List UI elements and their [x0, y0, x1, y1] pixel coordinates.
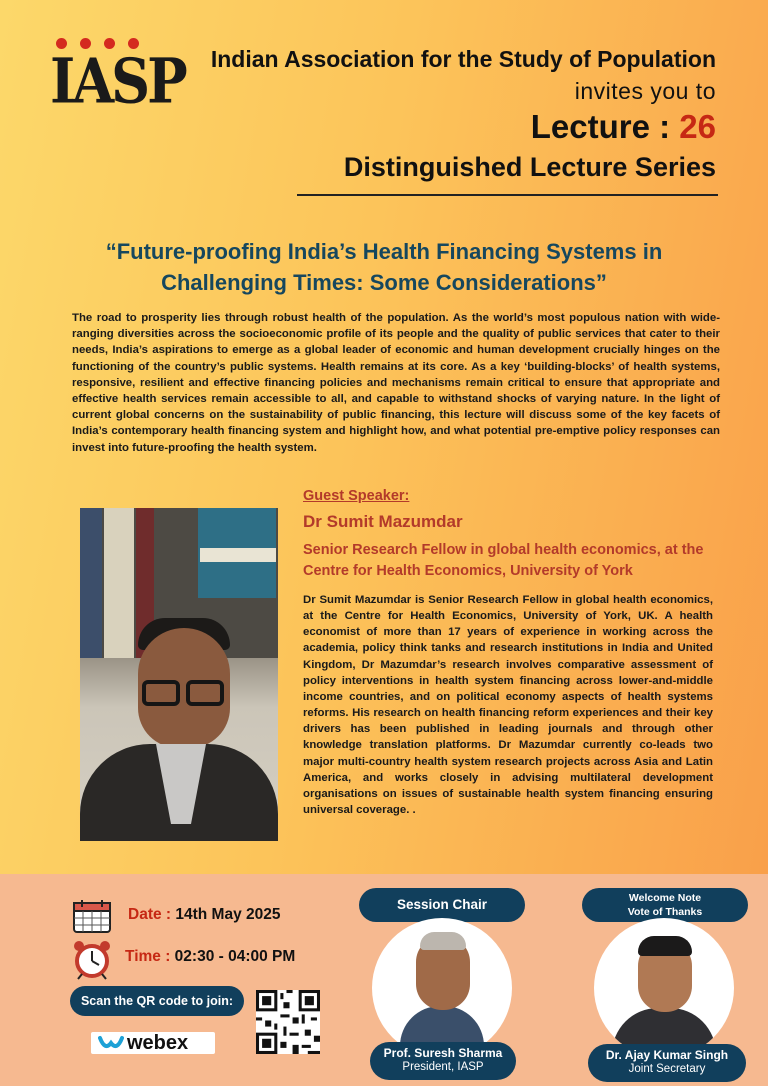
guest-speaker-label: Guest Speaker:	[303, 488, 410, 504]
speaker-name: Dr Sumit Mazumdar	[303, 512, 463, 531]
chair-photo	[372, 918, 512, 1058]
alarm-clock-icon	[70, 938, 114, 980]
session-chair-label: Session Chair	[359, 888, 525, 922]
speaker-bio: Dr Sumit Mazumdar is Senior Research Fellow in global health economics, at the Centre for Health Economics, University of York, UK. A health economist of more than 17 years of experience in working across the academia, policy think tanks and research institutions in India and United Kingdom, Dr Mazumdar’s research involves comparative assessment of policy interventions in health system financing across lower-and-middle income countries, and on political economy aspects of health systems reforms. His research on health financing reform experiences and their key drivers has been published in leading journals and through other knowledge translation platforms. Dr Mazumdar currently co-leads two major multi-country health system research projects across Asia and Latin America, and works closely in advising multilateral development organisations on issues of sustainable health system financing ensuring universal coverage. .	[303, 594, 713, 817]
qr-code[interactable]	[256, 990, 320, 1054]
lecture-number: Lecture : 26	[530, 108, 716, 145]
chair-name-badge: Prof. Suresh Sharma President, IASP	[370, 1042, 516, 1080]
event-date: Date : 14th May 2025	[128, 906, 281, 923]
invites-text: invites you to	[574, 78, 716, 104]
speaker-photo	[80, 508, 278, 841]
calendar-icon	[72, 898, 112, 934]
webex-icon	[98, 1035, 124, 1051]
lecture-title: “Future-proofing India’s Health Financing Systems in Challenging Times: Some Considerations”	[105, 239, 663, 295]
event-time: Time : 02:30 - 04:00 PM	[125, 948, 296, 965]
scan-qr-label: Scan the QR code to join:	[70, 986, 244, 1016]
lecture-abstract: The road to prosperity lies through robust health of the population. As the world’s most populous nation with wide-ranging diversities across the socioeconomic profile of its people and the quality of public services that cater to their needs, India’s aspirations to emerge as a global leader of economic and human development crucially hinges on the functioning of the country’s public systems. Health remains at its core. As a key ‘building-blocks’ of health systems, responsive, resilient and effective financing policies and mechanisms remain critical to ensure that appropriate and effective health services remain accessible to all, and capable to withstand shocks of varying nature. In the light of current global concerns on the sustainability of public financing, this lecture will discuss some of the key facets of India’s contemporary health financing system and highlight how, and what potential pre-emptive policy responses can invest into future-proofing the health system.	[72, 312, 720, 454]
speaker-role: Senior Research Fellow in global health economics, at the Centre for Health Economics, University of York	[303, 542, 704, 579]
iasp-logo: IASP	[50, 38, 150, 108]
divider	[297, 194, 718, 196]
organization-name: Indian Association for the Study of Population	[210, 46, 716, 72]
series-title: Distinguished Lecture Series	[343, 152, 716, 182]
welcome-name-badge: Dr. Ajay Kumar Singh Joint Secretary	[588, 1044, 746, 1082]
welcome-note-label: Welcome Note Vote of Thanks	[582, 888, 748, 922]
webex-logo: webex	[91, 1032, 215, 1054]
welcome-speaker-photo	[594, 918, 734, 1058]
